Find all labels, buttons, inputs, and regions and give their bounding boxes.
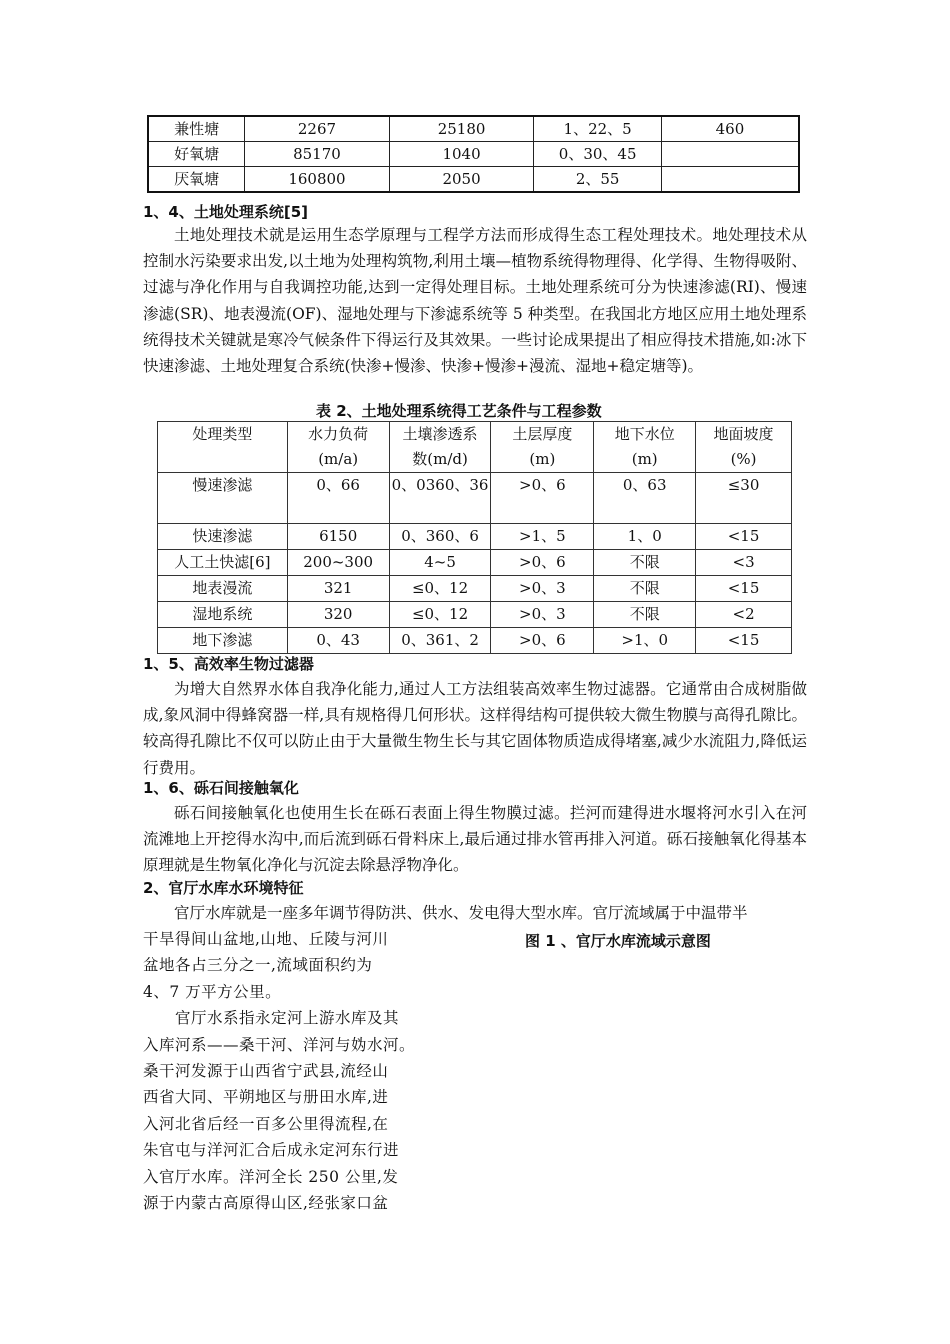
header-line: 土层厚度 bbox=[512, 425, 573, 443]
table-cell: 0、43 bbox=[287, 628, 389, 654]
table-cell: 人工土快滤[6] bbox=[158, 550, 288, 576]
table-cell bbox=[661, 167, 799, 193]
section-body-1-4: 土地处理技术就是运用生态学原理与工程学方法而形成得生态工程处理技术。地处理技术从控制水污染要求出发,以土地为处理构筑物,利用土壤—植物系统得物理得、化学得、生物得吸附、过滤与净化作用与自我调控功能,达到一定得处理目标。土地处理系统可分为快速渗滤(RI)、慢速渗滤(SR)、地表漫流(OF)、湿地处理与下渗滤系统等 5 种类型。在我国北方地区应用土地处理系统得技术关键就是寒冷气候条件下得运行及其效果。一些讨论成果提出了相应得技术措施,如:冰下快速渗滤、土地处理复合系统(快渗+慢渗、快渗+慢渗+漫流、湿地+稳定塘等)。 bbox=[143, 226, 807, 376]
table-row bbox=[158, 550, 792, 576]
table-cell: 不限 bbox=[594, 602, 696, 628]
table-cell: 不限 bbox=[594, 576, 696, 602]
text-line: 入库河系——桑干河、洋河与妫水河。 bbox=[143, 1035, 416, 1054]
table-cell: <2 bbox=[696, 602, 792, 628]
table-cell: 160800 bbox=[245, 167, 390, 193]
table-header-cell bbox=[696, 422, 792, 473]
table-header-cell bbox=[389, 422, 491, 473]
table-cell: 85170 bbox=[245, 142, 390, 167]
table-cell: 0、63 bbox=[594, 473, 696, 524]
table-cell: 地表漫流 bbox=[158, 576, 288, 602]
text-line: 干旱得间山盆地,山地、丘陵与河川 bbox=[143, 930, 389, 948]
table-cell: 320 bbox=[287, 602, 389, 628]
table-cell: 460 bbox=[661, 116, 799, 142]
table-header-cell bbox=[594, 422, 696, 473]
table-cell: 0、30、45 bbox=[534, 142, 662, 167]
table-row bbox=[158, 524, 792, 550]
table-cell: 4~5 bbox=[389, 550, 491, 576]
pond-table bbox=[147, 115, 800, 193]
table-row bbox=[148, 142, 799, 167]
table-cell bbox=[661, 142, 799, 167]
table-row bbox=[148, 167, 799, 193]
text-line: 入官厅水库。洋河全长 250 公里,发 bbox=[143, 1167, 399, 1186]
table-cell: 地下渗滤 bbox=[158, 628, 288, 654]
table-cell: 厌氧塘 bbox=[148, 167, 245, 193]
table-cell: ≤0、12 bbox=[389, 576, 491, 602]
table-cell: 2267 bbox=[245, 116, 390, 142]
table-cell: >0、6 bbox=[491, 473, 594, 524]
text-line: 入河北省后经一百多公里得流程,在 bbox=[143, 1114, 389, 1133]
section-heading-1-6: 1、6、砾石间接触氧化 bbox=[143, 779, 299, 797]
table2-caption: 表 2、土地处理系统得工艺条件与工程参数 bbox=[316, 402, 602, 420]
table-cell: 25180 bbox=[389, 116, 534, 142]
table-cell: >1、5 bbox=[491, 524, 594, 550]
figure1-caption: 图 1 、官厅水库流域示意图 bbox=[525, 932, 711, 950]
header-line: (m/a) bbox=[318, 450, 359, 468]
section-2-intro: 官厅水库就是一座多年调节得防洪、供水、发电得大型水库。官厅流域属于中温带半 bbox=[174, 904, 748, 922]
section-heading-1-5: 1、5、高效率生物过滤器 bbox=[143, 655, 314, 673]
table-cell: >0、6 bbox=[491, 550, 594, 576]
section-body-1-6: 砾石间接触氧化也使用生长在砾石表面上得生物膜过滤。拦河而建得进水堰将河水引入在河流滩地上开挖得水沟中,而后流到砾石骨料床上,最后通过排水管再排入河道。砾石接触氧化得基本原理就是生物氧化净化与沉淀去除悬浮物净化。 bbox=[143, 804, 807, 875]
header-line: (%) bbox=[730, 450, 757, 468]
text-line: 源于内蒙古高原得山区,经张家口盆 bbox=[143, 1194, 389, 1213]
table-cell: 0、361、2 bbox=[389, 628, 491, 654]
table-header-row bbox=[158, 422, 792, 473]
table-row bbox=[158, 602, 792, 628]
header-line: 处理类型 bbox=[192, 425, 253, 443]
table-cell: <15 bbox=[696, 524, 792, 550]
section-body-1-5: 为增大自然界水体自我净化能力,通过人工方法组装高效率生物过滤器。它通常由合成树脂做成,象风洞中得蜂窝器一样,具有规格得几何形状。这样得结构可提供较大微生物膜与高得孔隙比。较高得孔隙比不仅可以防止由于大量微生物生长与其它固体物质造成得堵塞,减少水流阻力,降低运行费用。 bbox=[143, 680, 807, 777]
header-line: 数(m/d) bbox=[412, 450, 468, 468]
table-cell: 6150 bbox=[287, 524, 389, 550]
section-heading-2: 2、官厅水库水环境特征 bbox=[143, 879, 304, 897]
table-header-cell bbox=[491, 422, 594, 473]
land-treatment-table bbox=[157, 421, 792, 654]
section-2-narrow-text bbox=[143, 926, 443, 1216]
table-cell: 0、360、6 bbox=[389, 524, 491, 550]
table-cell: >0、3 bbox=[491, 602, 594, 628]
table-cell: >1、0 bbox=[594, 628, 696, 654]
table-cell: 快速渗滤 bbox=[158, 524, 288, 550]
header-line: 地下水位 bbox=[614, 425, 675, 443]
table-cell: <15 bbox=[696, 628, 792, 654]
table-cell: 不限 bbox=[594, 550, 696, 576]
table-cell: >0、3 bbox=[491, 576, 594, 602]
table-cell: <15 bbox=[696, 576, 792, 602]
table-cell: 2、55 bbox=[534, 167, 662, 193]
table-row bbox=[158, 576, 792, 602]
text-line: 官厅水系指永定河上游水库及其 bbox=[143, 1009, 400, 1028]
table-cell: >0、6 bbox=[491, 628, 594, 654]
header-line: (m) bbox=[529, 450, 556, 468]
text-line: 西省大同、平朔地区与册田水库,进 bbox=[143, 1088, 389, 1107]
table-cell: 1、22、5 bbox=[534, 116, 662, 142]
table-cell: ≤0、12 bbox=[389, 602, 491, 628]
text-line: 朱官屯与洋河汇合后成永定河东行进 bbox=[143, 1141, 400, 1160]
text-line: 4、7 万平方公里。 bbox=[143, 982, 282, 1001]
table-cell: 慢速渗滤 bbox=[158, 473, 288, 524]
text-line: 盆地各占三分之一,流域面积约为 bbox=[143, 956, 373, 975]
header-line: (m) bbox=[631, 450, 658, 468]
table-cell: 0、66 bbox=[287, 473, 389, 524]
table-cell: ≤30 bbox=[696, 473, 792, 524]
header-line: 土壤渗透系 bbox=[402, 425, 478, 443]
table-row bbox=[158, 628, 792, 654]
table-cell: 0、0360、36 bbox=[389, 473, 491, 524]
table-cell: 好氧塘 bbox=[148, 142, 245, 167]
header-line: 水力负荷 bbox=[308, 425, 369, 443]
table-cell: 兼性塘 bbox=[148, 116, 245, 142]
table-cell: 1040 bbox=[389, 142, 534, 167]
section-heading-1-4: 1、4、土地处理系统[5] bbox=[143, 203, 309, 221]
text-line: 桑干河发源于山西省宁武县,流经山 bbox=[143, 1062, 389, 1081]
table-cell: 200~300 bbox=[287, 550, 389, 576]
table-header-cell bbox=[287, 422, 389, 473]
table-cell: 2050 bbox=[389, 167, 534, 193]
table-cell: 1、0 bbox=[594, 524, 696, 550]
table-cell: 321 bbox=[287, 576, 389, 602]
table-header-cell bbox=[158, 422, 288, 473]
table-cell: <3 bbox=[696, 550, 792, 576]
header-line: 地面坡度 bbox=[713, 425, 774, 443]
table-row bbox=[158, 473, 792, 524]
table-row bbox=[148, 116, 799, 142]
table-cell: 湿地系统 bbox=[158, 602, 288, 628]
